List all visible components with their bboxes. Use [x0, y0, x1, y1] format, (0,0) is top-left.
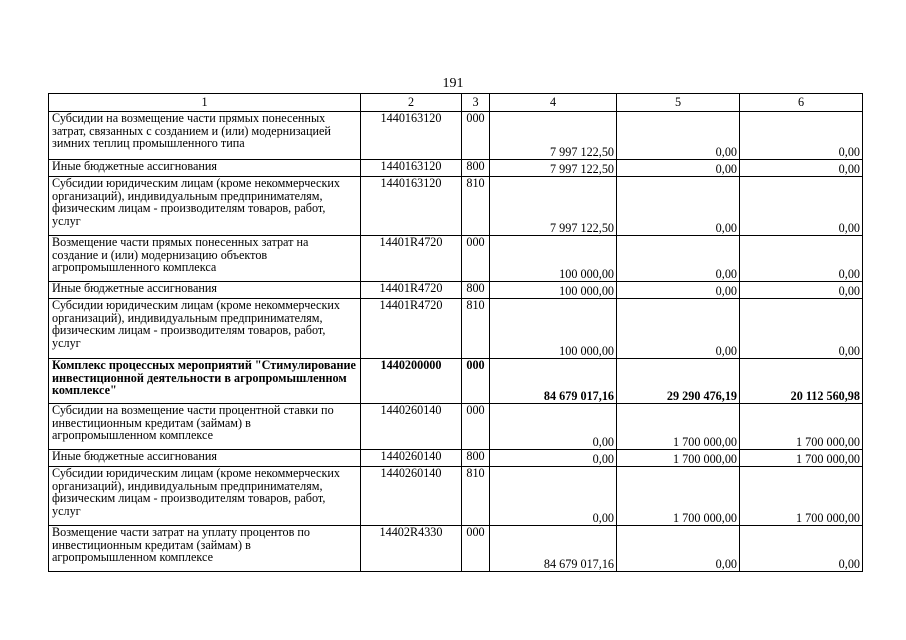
table-row [49, 467, 863, 526]
row-value-4: 0,00 [490, 404, 617, 450]
row-code: 14402R4330 [361, 526, 462, 572]
row-value-6: 0,00 [740, 236, 863, 282]
row-code: 1440200000 [361, 359, 462, 404]
row-value-5: 29 290 476,19 [617, 359, 740, 404]
row-name: Комплекс процессных мероприятий "Стимулирование инвестиционной деятельности в агропромышленном комплексе" [49, 359, 361, 404]
row-value-5: 1 700 000,00 [617, 450, 740, 467]
row-value-5: 0,00 [617, 177, 740, 236]
row-name: Возмещение части затрат на уплату процентов по инвестиционным кредитам (займам) в агропромышленном комплексе [49, 526, 361, 572]
row-value-5: 0,00 [617, 299, 740, 359]
row-type: 000 [462, 112, 490, 160]
row-type: 800 [462, 282, 490, 299]
row-code: 14401R4720 [361, 282, 462, 299]
row-name: Субсидии на возмещение части прямых понесенных затрат, связанных с созданием и (или) модернизацией зимних теплиц промышленного типа [49, 112, 361, 160]
row-name: Субсидии юридическим лицам (кроме некоммерческих организаций), индивидуальным предпринимателям, физическим лицам - производителям товаров, работ, услуг [49, 177, 361, 236]
row-type: 810 [462, 299, 490, 359]
row-value-4: 100 000,00 [490, 236, 617, 282]
table-row [49, 404, 863, 450]
row-value-4: 0,00 [490, 450, 617, 467]
row-value-5: 0,00 [617, 526, 740, 572]
table-row [49, 112, 863, 160]
row-name: Иные бюджетные ассигнования [49, 160, 361, 177]
row-code: 1440260140 [361, 404, 462, 450]
row-value-6: 1 700 000,00 [740, 404, 863, 450]
page-number: 191 [442, 76, 464, 91]
row-type: 800 [462, 450, 490, 467]
row-value-6: 1 700 000,00 [740, 467, 863, 526]
row-name: Иные бюджетные ассигнования [49, 450, 361, 467]
row-name: Субсидии на возмещение части процентной ставки по инвестиционным кредитам (займам) в агропромышленном комплексе [49, 404, 361, 450]
row-code: 1440260140 [361, 450, 462, 467]
row-code: 1440163120 [361, 177, 462, 236]
row-value-5: 1 700 000,00 [617, 404, 740, 450]
row-name: Иные бюджетные ассигнования [49, 282, 361, 299]
row-value-4: 100 000,00 [490, 282, 617, 299]
row-name: Субсидии юридическим лицам (кроме некоммерческих организаций), индивидуальным предпринимателям, физическим лицам - производителям товаров, работ, услуг [49, 299, 361, 359]
table-row [49, 236, 863, 282]
row-type: 000 [462, 404, 490, 450]
row-value-6: 0,00 [740, 526, 863, 572]
row-name: Субсидии юридическим лицам (кроме некоммерческих организаций), индивидуальным предпринимателям, физическим лицам - производителям товаров, работ, услуг [49, 467, 361, 526]
column-number-4: 4 [490, 94, 617, 112]
table-row [49, 526, 863, 572]
row-value-5: 0,00 [617, 236, 740, 282]
column-number-2: 2 [361, 94, 462, 112]
table-row [49, 160, 863, 177]
table-row [49, 450, 863, 467]
row-value-6: 0,00 [740, 112, 863, 160]
row-value-4: 84 679 017,16 [490, 526, 617, 572]
row-value-6: 0,00 [740, 299, 863, 359]
row-code: 1440260140 [361, 467, 462, 526]
column-number-3: 3 [462, 94, 490, 112]
table-row [49, 299, 863, 359]
row-type: 800 [462, 160, 490, 177]
row-value-5: 0,00 [617, 160, 740, 177]
table-row [49, 282, 863, 299]
column-number-1: 1 [49, 94, 361, 112]
row-value-6: 0,00 [740, 160, 863, 177]
row-value-5: 0,00 [617, 282, 740, 299]
row-value-4: 7 997 122,50 [490, 177, 617, 236]
row-type: 000 [462, 526, 490, 572]
row-value-4: 7 997 122,50 [490, 160, 617, 177]
row-type: 000 [462, 236, 490, 282]
row-value-6: 0,00 [740, 282, 863, 299]
row-code: 1440163120 [361, 160, 462, 177]
column-number-5: 5 [617, 94, 740, 112]
row-type: 810 [462, 467, 490, 526]
row-value-4: 7 997 122,50 [490, 112, 617, 160]
row-code: 14401R4720 [361, 236, 462, 282]
row-value-5: 0,00 [617, 112, 740, 160]
row-value-4: 84 679 017,16 [490, 359, 617, 404]
row-value-6: 0,00 [740, 177, 863, 236]
row-type: 810 [462, 177, 490, 236]
row-value-5: 1 700 000,00 [617, 467, 740, 526]
budget-table [48, 93, 863, 572]
row-type: 000 [462, 359, 490, 404]
row-code: 14401R4720 [361, 299, 462, 359]
table-row [49, 177, 863, 236]
row-code: 1440163120 [361, 112, 462, 160]
row-value-4: 0,00 [490, 467, 617, 526]
row-value-4: 100 000,00 [490, 299, 617, 359]
column-number-6: 6 [740, 94, 863, 112]
row-value-6: 20 112 560,98 [740, 359, 863, 404]
column-number-row [49, 94, 863, 112]
row-name: Возмещение части прямых понесенных затрат на создание и (или) модернизацию объектов агропромышленного комплекса [49, 236, 361, 282]
row-value-6: 1 700 000,00 [740, 450, 863, 467]
table-row [49, 359, 863, 404]
